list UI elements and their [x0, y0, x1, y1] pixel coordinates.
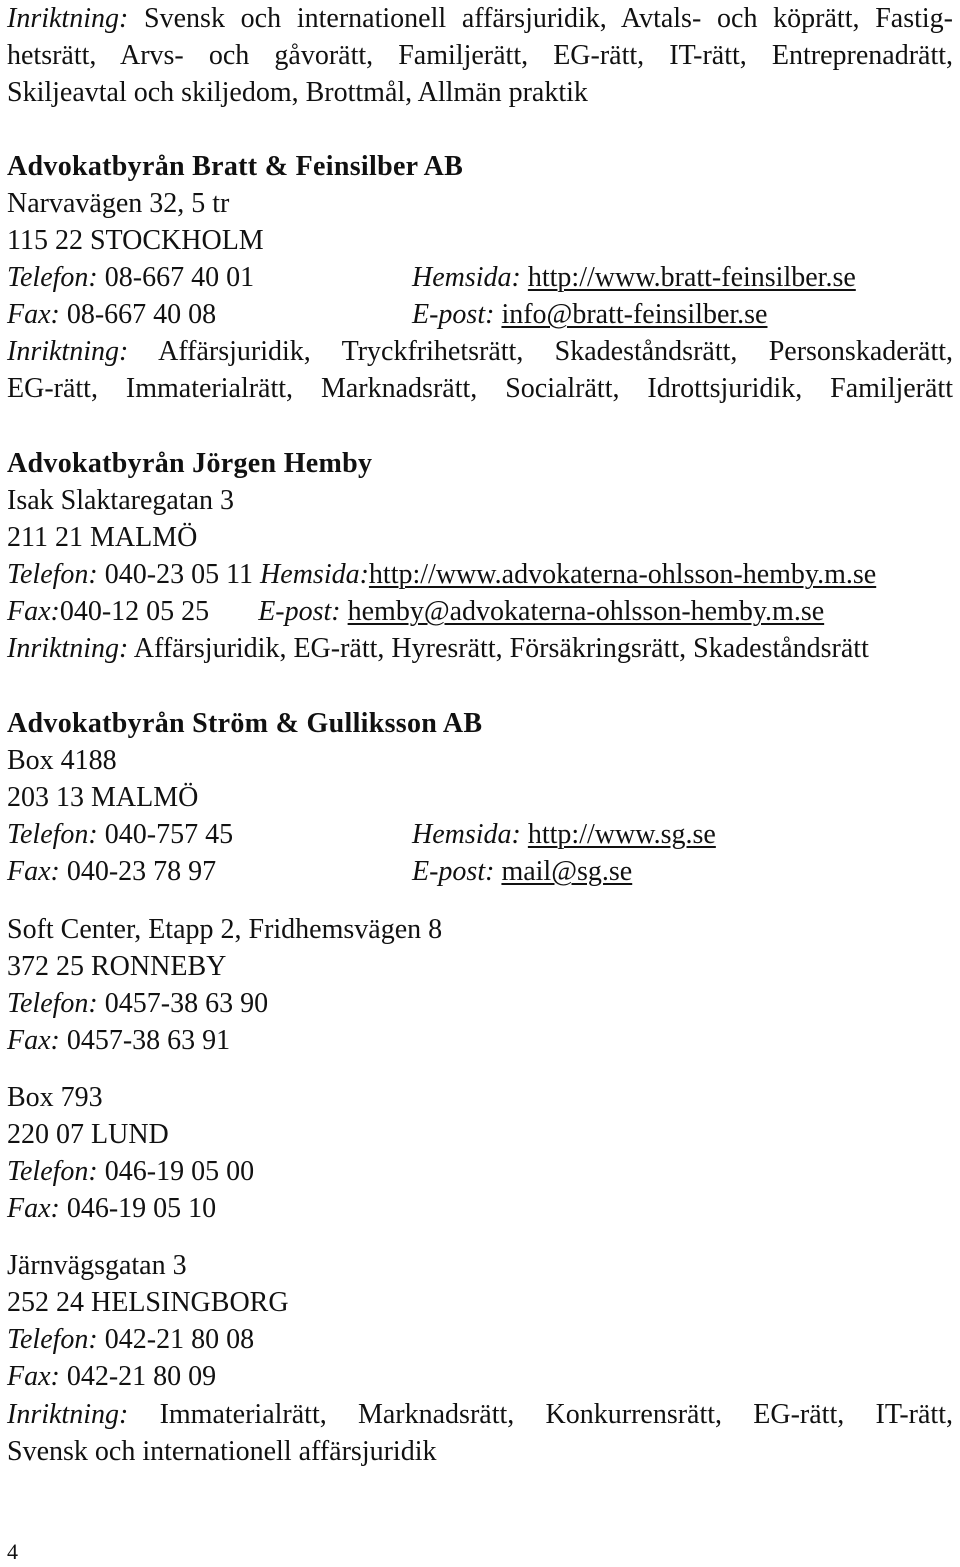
helsingborg-phone-label: Telefon: [7, 1324, 98, 1355]
firm2-web-link[interactable]: http://www.advokaterna-ohlsson-hemby.m.se [368, 559, 877, 590]
lund-fax-row [7, 1190, 216, 1227]
helsingborg-fax-row [7, 1358, 216, 1395]
firm3-email-link[interactable]: mail@sg.se [501, 856, 633, 887]
lund-address-1: Box 793 [7, 1082, 103, 1113]
ronneby-phone-label: Telefon: [7, 988, 98, 1019]
firm2-contact-row-2 [7, 593, 824, 630]
firm3-contact-row-2 [7, 853, 953, 890]
page-number: 4 [7, 1539, 18, 1564]
firm2-focus-text: Affärsjuridik, EG-rätt, Hyresrätt, Försäkringsrätt, Skadeståndsrätt [133, 633, 869, 664]
firm2-phone-label: Telefon: [7, 559, 98, 590]
firm3-fax-label: Fax: [7, 856, 60, 887]
firm3-web-link[interactable]: http://www.sg.se [527, 819, 716, 850]
firm2-phone: 040-23 05 11 [104, 559, 254, 590]
firm1-email-link[interactable]: info@bratt-feinsilber.se [501, 299, 768, 330]
lund-address-2: 220 07 LUND [7, 1119, 169, 1150]
helsingborg-phone-row [7, 1321, 254, 1358]
firm1-focus-text-1: Affärsjuridik, Tryckfrihetsrätt, Skadeståndsrätt, Personskaderätt, [158, 336, 953, 367]
firm1-address-2: 115 22 STOCKHOLM [7, 225, 264, 256]
firm2-email-label: E-post: [258, 596, 341, 627]
firm1-fax-label: Fax: [7, 299, 60, 330]
ronneby-fax-label: Fax: [7, 1025, 60, 1056]
firm1-fax: 08-667 40 08 [66, 299, 217, 330]
firm1-phone-label: Telefon: [7, 262, 98, 293]
firm2-contact-row-1 [7, 556, 876, 593]
intro-label: Inriktning: [7, 3, 129, 34]
firm1-contact-row-2 [7, 296, 953, 333]
firm2-focus-label: Inriktning: [7, 633, 129, 664]
ronneby-address-2: 372 25 RONNEBY [7, 951, 227, 982]
firm2-fax-label: Fax: [7, 596, 60, 627]
lund-fax: 046-19 05 10 [66, 1193, 217, 1224]
helsingborg-fax: 042-21 80 09 [66, 1361, 217, 1392]
firm1-address-1: Narvavägen 32, 5 tr [7, 188, 230, 219]
ronneby-fax-row [7, 1022, 230, 1059]
firm3-address-1: Box 4188 [7, 745, 117, 776]
firm3-focus-label: Inriktning: [7, 1399, 129, 1430]
firm3-web-cell [412, 816, 716, 853]
firm3-focus-text-1: Immaterialrätt, Marknadsrätt, Konkurrensrätt, EG-rätt, IT-rätt, [159, 1399, 953, 1430]
firm2-fax: 040-12 05 25 [59, 596, 210, 627]
firm3-focus-line-2: Svensk och internationell affärsjuridik [7, 1436, 437, 1467]
firm3-phone: 040-757 45 [104, 819, 234, 850]
firm1-web-cell [412, 259, 856, 296]
lund-phone-label: Telefon: [7, 1156, 98, 1187]
ronneby-phone: 0457-38 63 90 [104, 988, 269, 1019]
ronneby-address-1: Soft Center, Etapp 2, Fridhemsvägen 8 [7, 914, 443, 945]
intro-text-1: Svensk och internationell affärsjuridik, Avtals- och köprätt, Fastig- [144, 3, 953, 34]
firm3-email-label: E-post: [412, 856, 495, 887]
firm3-address-2: 203 13 MALMÖ [7, 782, 199, 813]
firm1-focus-line-2: EG-rätt, Immaterialrätt, Marknadsrätt, Socialrätt, Idrottsjuridik, Familjerätt [7, 373, 953, 404]
intro-line-1 [7, 0, 953, 37]
firm2-address-1: Isak Slaktaregatan 3 [7, 485, 235, 516]
firm1-web-label: Hemsida: [412, 262, 521, 293]
helsingborg-address-2: 252 24 HELSINGBORG [7, 1287, 289, 1318]
firm2-email-link[interactable]: hemby@advokaterna-ohlsson-hemby.m.se [347, 596, 825, 627]
firm2-focus-line [7, 630, 869, 667]
helsingborg-address-1: Järnvägsgatan 3 [7, 1250, 187, 1281]
firm1-email-label: E-post: [412, 299, 495, 330]
lund-phone: 046-19 05 00 [104, 1156, 255, 1187]
intro-line-2: hetsrätt, Arvs- och gåvorätt, Familjerätt, EG-rätt, IT-rätt, Entreprenadrätt, [7, 40, 953, 71]
firm1-contact-row-1 [7, 259, 953, 296]
firm3-email-cell [412, 853, 632, 890]
firm3-web-label: Hemsida: [412, 819, 521, 850]
firm2-address-2: 211 21 MALMÖ [7, 522, 198, 553]
firm1-web-link[interactable]: http://www.bratt-feinsilber.se [527, 262, 856, 293]
firm3-fax: 040-23 78 97 [66, 856, 217, 887]
firm1-focus-label: Inriktning: [7, 336, 129, 367]
firm1-focus-line-1 [7, 333, 953, 370]
lund-phone-row [7, 1153, 254, 1190]
lund-fax-label: Fax: [7, 1193, 60, 1224]
firm1-phone: 08-667 40 01 [104, 262, 255, 293]
firm2-web-label: Hemsida: [260, 559, 369, 590]
firm3-phone-label: Telefon: [7, 819, 98, 850]
firm3-focus-line-1 [7, 1396, 953, 1433]
firm1-name: Advokatbyrån Bratt & Feinsilber AB [7, 151, 464, 182]
ronneby-phone-row [7, 985, 268, 1022]
ronneby-fax: 0457-38 63 91 [66, 1025, 231, 1056]
firm2-name: Advokatbyrån Jörgen Hemby [7, 448, 373, 479]
helsingborg-phone: 042-21 80 08 [104, 1324, 255, 1355]
firm1-email-cell [412, 296, 767, 333]
firm3-contact-row-1 [7, 816, 953, 853]
helsingborg-fax-label: Fax: [7, 1361, 60, 1392]
firm3-name: Advokatbyrån Ström & Gulliksson AB [7, 708, 483, 739]
intro-line-3: Skiljeavtal och skiljedom, Brottmål, Allmän praktik [7, 77, 588, 108]
